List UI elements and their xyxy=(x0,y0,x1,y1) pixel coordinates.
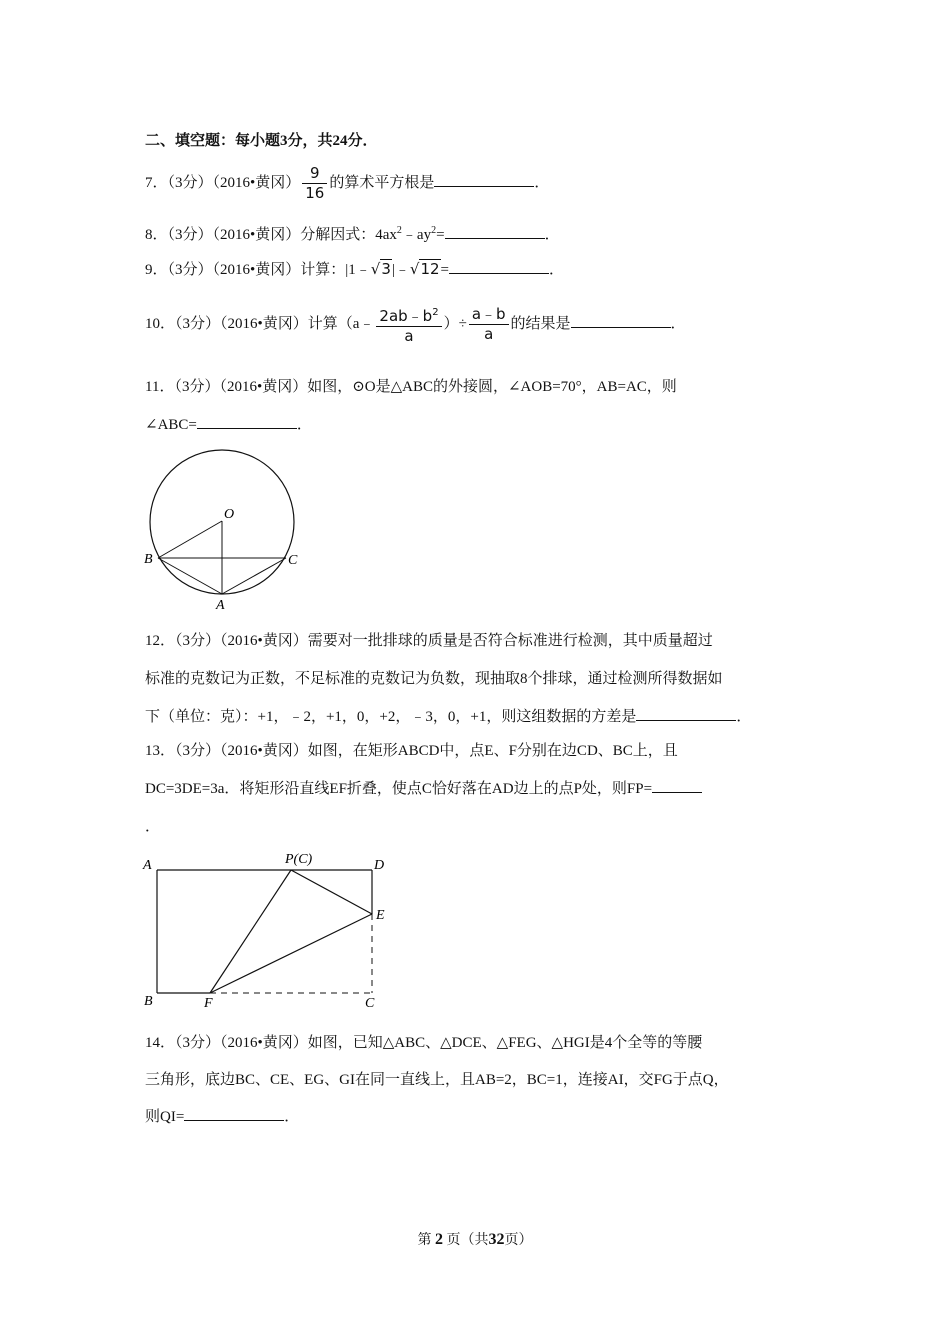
question-10 xyxy=(145,303,686,346)
q7-end: ． xyxy=(534,174,550,191)
q10-f1-numerator xyxy=(376,303,441,327)
footer-pre: 第 xyxy=(417,1233,432,1248)
question-12-line-3 xyxy=(145,705,751,726)
question-14-line-2: 三角形，底边BC、CE、EG、GI在同一直线上，且AB=2，BC=1，连接AI，交FG于点Q， xyxy=(145,1072,729,1088)
q10-answer-blank[interactable] xyxy=(571,314,671,328)
label-O: O xyxy=(224,507,235,522)
q9-eq: = xyxy=(440,262,450,278)
segment-BA xyxy=(158,558,222,594)
q10-fraction-1 xyxy=(376,303,441,346)
segment-FE xyxy=(210,914,372,993)
segment-PE xyxy=(291,870,372,914)
q10-f1-num-text: 2ab﹣b xyxy=(379,307,433,325)
q13-answer-blank[interactable] xyxy=(652,779,702,793)
question-12-line-2: 标准的克数记为正数，不足标准的克数记为负数，现抽取8个排球，通过检测所得数据如 xyxy=(145,671,723,687)
q8-mid: ﹣ay xyxy=(401,227,432,243)
q10-f2-denominator: a xyxy=(484,325,494,343)
q11-answer-blank[interactable] xyxy=(197,415,297,429)
q10-fraction-2 xyxy=(469,305,509,344)
q8-end: ． xyxy=(544,227,560,243)
question-12-line-1: 12．（3分）（2016•黄冈）需要对一批排球的质量是否符合标准进行检测，其中质量超过 xyxy=(145,633,713,649)
q10-prefix: 10．（3分）（2016•黄冈）计算（a﹣ xyxy=(145,315,375,332)
segment-BO xyxy=(158,521,222,558)
q9-prefix: 9．（3分）（2016•黄冈）计算：|1﹣ xyxy=(145,262,371,278)
q12-line3: 下（单位：克）：+1，﹣2，+1，0，+2，﹣3，0，+1，则这组数据的方差是 xyxy=(145,709,637,725)
label-F: F xyxy=(204,996,213,1011)
sqrt-icon: √ xyxy=(370,260,381,278)
question-14-line-1: 14．（3分）（2016•黄冈）如图，已知△ABC、△DCE、△FEG、△HGI是4个全等的等腰 xyxy=(145,1035,703,1051)
q10-f2-numerator: a﹣b xyxy=(469,305,509,325)
footer-page-number: 2 xyxy=(435,1231,443,1248)
q14-line3: 则QI= xyxy=(145,1109,185,1125)
label-B: B xyxy=(144,994,153,1009)
circle-figure xyxy=(138,447,308,617)
question-9 xyxy=(145,258,564,279)
q14-end: ． xyxy=(284,1109,300,1125)
q10-end: ． xyxy=(670,315,686,332)
label-P-C: P(C) xyxy=(285,852,313,867)
q9-radicand-1: 3 xyxy=(381,260,391,278)
question-7 xyxy=(145,164,549,203)
question-13-line-1: 13．（3分）（2016•黄冈）如图，在矩形ABCD中，点E、F分别在边CD、BC上，且 xyxy=(145,743,678,759)
label-C: C xyxy=(288,553,298,568)
q7-fraction xyxy=(302,164,327,203)
label-D: D xyxy=(374,858,385,873)
q7-prefix: 7．（3分）（2016•黄冈） xyxy=(145,174,301,191)
rectangle-fold-figure xyxy=(140,847,400,1012)
q7-suffix: 的算术平方根是 xyxy=(329,174,435,191)
q8-sup2: 2 xyxy=(431,225,437,236)
q10-f1-sup: 2 xyxy=(432,307,439,318)
q11-end: ． xyxy=(296,417,312,433)
label-A: A xyxy=(143,858,152,873)
q9-end: ． xyxy=(549,262,565,278)
q10-f1-denominator: a xyxy=(404,327,414,345)
label-B: B xyxy=(144,552,153,567)
question-8 xyxy=(145,223,560,244)
section-header: 二、填空题：每小题3分，共24分． xyxy=(145,133,378,149)
footer-total-pages: 32 xyxy=(488,1231,505,1248)
q12-end: ． xyxy=(736,709,752,725)
q14-answer-blank[interactable] xyxy=(184,1107,284,1121)
q12-answer-blank[interactable] xyxy=(636,707,736,721)
q8-prefix: 8．（3分）（2016•黄冈）分解因式：4ax xyxy=(145,227,397,243)
question-14-line-3 xyxy=(145,1105,299,1126)
label-A: A xyxy=(216,598,225,613)
segment-PF xyxy=(210,870,291,993)
q9-radicand-2: 12 xyxy=(420,260,440,278)
segment-CA xyxy=(222,558,286,594)
q7-denominator: 16 xyxy=(305,184,325,202)
sqrt-icon: √ xyxy=(409,260,420,278)
q10-suffix: 的结果是 xyxy=(510,315,571,332)
q11-line2: ∠ABC= xyxy=(145,417,197,433)
label-C: C xyxy=(365,996,375,1011)
q8-eq: = xyxy=(436,227,445,243)
q8-answer-blank[interactable] xyxy=(445,225,545,239)
q9-answer-blank[interactable] xyxy=(449,260,549,274)
q7-answer-blank[interactable] xyxy=(434,173,534,187)
q9-mid: |﹣ xyxy=(391,262,410,278)
question-11-line-2 xyxy=(145,413,312,434)
label-E: E xyxy=(376,908,385,923)
question-13-line-3: ． xyxy=(145,819,161,835)
q13-line2: DC=3DE=3a．将矩形沿直线EF折叠，使点C恰好落在AD边上的点P处，则FP= xyxy=(145,781,653,797)
q8-sup1: 2 xyxy=(396,225,402,236)
question-11-line-1: 11．（3分）（2016•黄冈）如图，⊙O是△ABC的外接圆，∠AOB=70°，AB=AC，则 xyxy=(145,379,677,395)
q10-mid: ）÷ xyxy=(443,315,467,332)
question-13-line-2 xyxy=(145,777,702,798)
q7-numerator: 9 xyxy=(302,164,327,184)
footer-post: 页） xyxy=(504,1233,533,1248)
page-footer xyxy=(0,1229,950,1249)
footer-mid: 页（共 xyxy=(446,1233,489,1248)
